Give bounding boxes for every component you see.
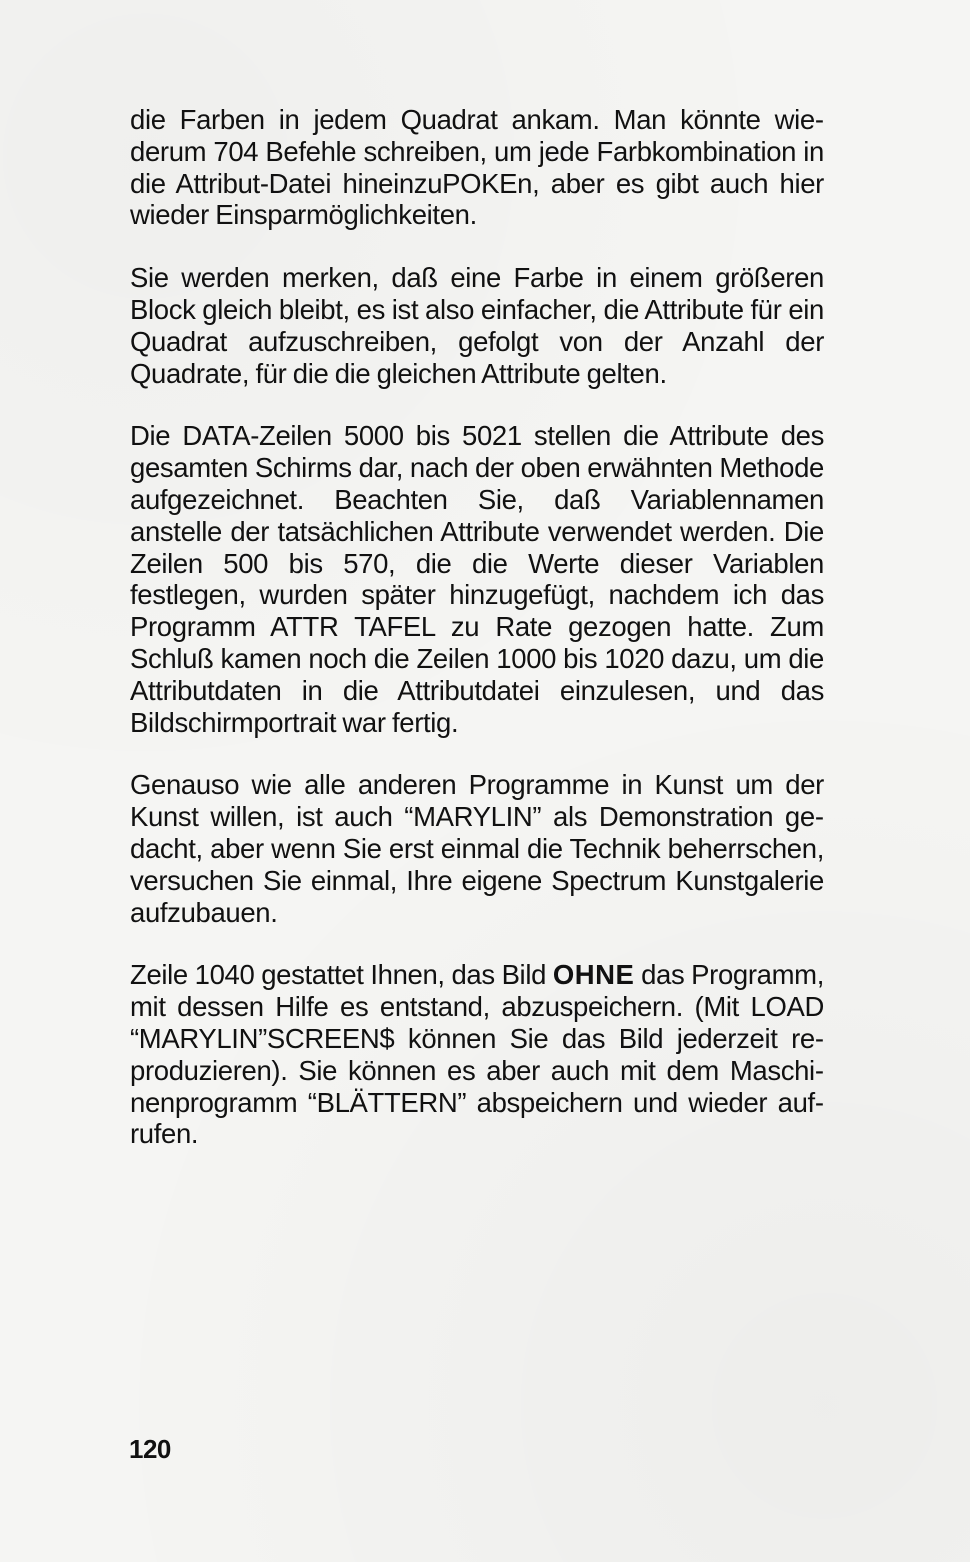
paragraph-2: Sie werden merken, daß eine Farbe in einem größeren Block gleich bleibt, es ist also einfacher, die Attribute für ein Quadrat aufzuschreiben, gefolgt von der Anzahl der Quadrate, für die die gleichen Attribute gelten. (130, 262, 824, 389)
paragraph-3: Die DATA-Zeilen 5000 bis 5021 stellen die Attribute des gesamten Schirms dar, nach der oben erwähnten Methode aufgezeichnet. Beachten Sie, daß Variablennamen anstelle der tatsächlichen Attribute verwendet werden. Die Zeilen 500 bis 570, die die Werte dieser Variablen festlegen, wurden später hinzugefügt, nachdem ich das Programm ATTR TAFEL zu Rate gezogen hatte. Zum Schluß kamen noch die Zeilen 1000 bis 1020 dazu, um die Attributdaten in die Attributdatei einzulesen, und das Bildschirmportrait war fertig. (130, 420, 824, 738)
paragraph-4: Genauso wie alle anderen Programme in Kunst um der Kunst willen, ist auch “MARYLIN” als Demonstration gedacht, aber wenn Sie erst einmal die Technik beherrschen, versuchen Sie einmal, Ihre eigene Spectrum Kunstgalerie aufzubauen. (130, 769, 824, 928)
paragraph-1: die Farben in jedem Quadrat ankam. Man könnte wiederum 704 Befehle schreiben, um jede Farbkombination in die Attribut-Datei hineinzuPOKEn, aber es gibt auch hier wieder Einsparmöglichkeiten. (130, 104, 824, 231)
body-text (130, 104, 824, 1181)
paragraph-5-start: Zeile 1040 gestattet Ihnen, das Bild (130, 959, 553, 991)
emphasis-ohne: OHNE (552, 959, 635, 991)
paragraph-5 (130, 959, 824, 1150)
page-number: 120 (129, 1434, 171, 1464)
paragraph-5-end: das Programm, mit dessen Hilfe es entstand, abzuspeichern. (Mit LOAD “MARYLIN”SCREEN$ können Sie das Bild jederzeit reproduzieren). Sie können es aber auch mit dem Maschinenprogramm “BLÄTTERN” abspeichern und wieder aufrufen. (130, 959, 824, 1150)
